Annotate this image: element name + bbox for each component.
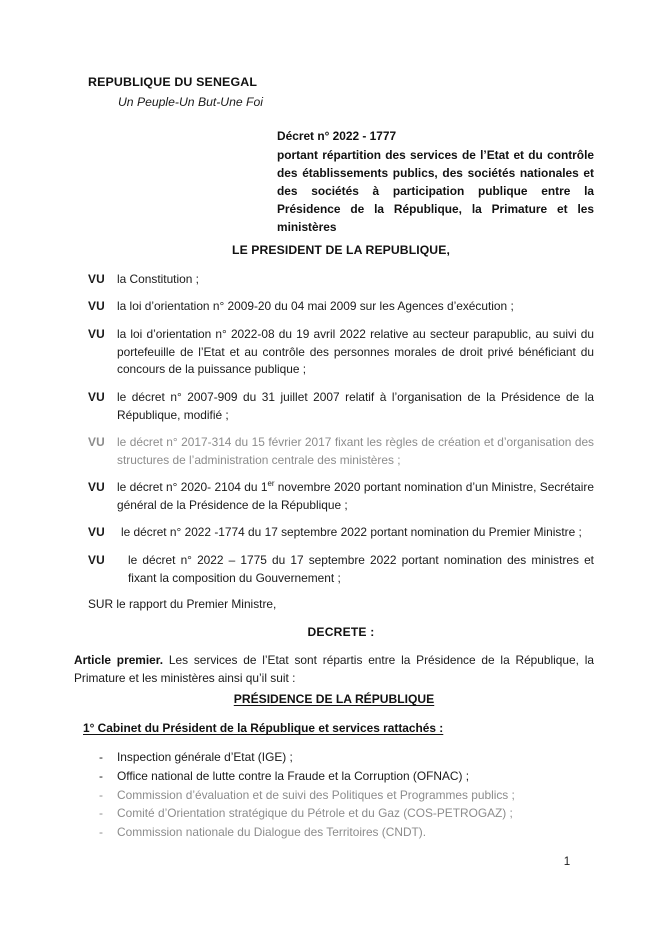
article-premier-paragraph [74,651,594,687]
vu-text: la loi d’orientation n° 2022-08 du 19 avril 2022 relative au secteur parapublic, au suivi du portefeuille de l’Etat et au contrôle des personnes morales de droit privé bénéficiant du concours de la puissance publique ; [117,326,594,377]
vu-clause [88,524,594,542]
vu-clause [88,271,594,289]
list-item-label: Inspection générale d’Etat (IGE) ; [117,750,293,764]
vu-label: VU [88,552,105,567]
vu-label: VU [88,299,105,314]
vu-clause [88,326,594,380]
section-heading-presidence-text: PRÉSIDENCE DE LA RÉPUBLIQUE [233,692,435,706]
section-heading-cabinet [83,721,603,735]
attached-services-list [99,748,594,842]
decrete-keyword: DECRETE : [307,625,375,639]
vu-clause [88,389,594,425]
vu-label: VU [88,272,105,286]
vu-text: le décret n° 2022 – 1775 du 17 septembre 2022 portant nomination des ministres et fixant la composition du Gouvernement ; [128,552,594,585]
decree-subject: portant répartition des services de l’Etat et du contrôle des établissements publics, des sociétés nationales et des sociétés à participation publique entre la Présidence de la République, la Primature et les ministères [277,148,594,235]
vu-label: VU [88,326,105,341]
vu-text: la Constitution ; [117,272,199,286]
page-number: 1 [563,855,571,868]
vu-text: le décret n° 2020- 2104 du 1 [117,480,268,495]
list-item [99,786,594,805]
dash-bullet-icon: - [99,806,103,821]
vu-clause [88,298,594,316]
vu-text-continued: novembre 2020 portant nomination d’un Ministre, Secrétaire général de la Présidence de la République ; [117,480,594,513]
vu-clause [88,434,594,470]
vu-text: la loi d’orientation n° 2009-20 du 04 mai 2009 sur les Agences d’exécution ; [117,299,514,314]
list-item-label: Commission nationale du Dialogue des Territoires (CNDT). [117,825,427,840]
vu-label: VU [88,525,105,540]
national-motto: Un Peuple-Un But-Une Foi [118,94,263,109]
dash-bullet-icon: - [99,825,103,840]
list-item [99,748,594,767]
list-item-label: Comité d’Orientation stratégique du Pétrole et du Gaz (COS-PETROGAZ) ; [117,806,513,821]
vu-label: VU [88,435,105,450]
list-item [99,804,594,823]
vu-clause [88,552,594,588]
vu-label: VU [88,389,105,404]
vu-label: VU [88,480,105,495]
list-item-label: Commission d’évaluation et de suivi des Politiques et Programmes publics ; [117,787,515,802]
section-heading-cabinet-text: 1° Cabinet du Président de la République et services rattachés : [83,721,444,735]
vu-clause-list [88,271,594,597]
republic-name: REPUBLIQUE DU SENEGAL [88,75,258,89]
dash-bullet-icon: - [99,768,103,783]
list-item-label: Office national de lutte contre la Fraude et la Corruption (OFNAC) ; [117,768,470,783]
dash-bullet-icon: - [99,750,103,764]
president-declaration: LE PRESIDENT DE LA REPUBLIQUE, [232,243,450,257]
article-text: Les services de l’Etat sont répartis entre la Présidence de la République, la Primature et les ministères ainsi qu’il suit : [74,653,594,686]
decree-number: Décret n° 2022 - 1777 [277,129,397,143]
list-item [99,823,594,842]
decree-title-block [277,127,594,255]
sur-report-line: SUR le rapport du Premier Ministre, [88,597,277,611]
vu-text: le décret n° 2017-314 du 15 février 2017 fixant les règles de création et d’organisation des structures de l’administration centrale des ministères ; [117,435,594,467]
section-heading-presidence [74,692,594,706]
vu-clause [88,479,594,515]
vu-text: le décret n° 2007-909 du 31 juillet 2007 relatif à l’organisation de la Présidence de la République, modifié ; [117,389,594,422]
vu-text: le décret n° 2022 -1774 du 17 septembre 2022 portant nomination du Premier Ministre ; [121,525,582,540]
ordinal-superscript: er [267,479,275,489]
dash-bullet-icon: - [99,787,103,802]
list-item [99,767,594,786]
document-header [88,74,508,110]
article-label: Article premier. [74,653,164,667]
